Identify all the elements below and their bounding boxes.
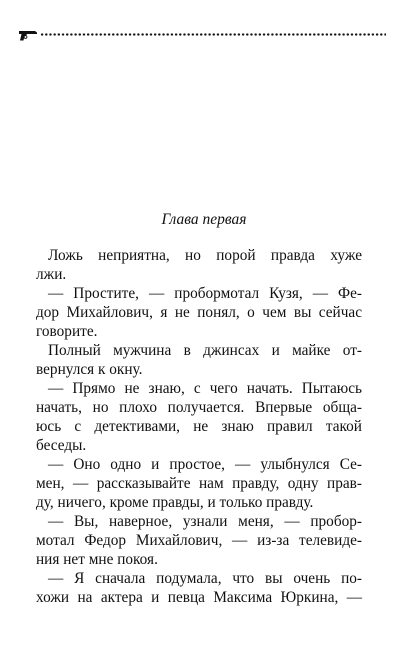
text-line: хожи на актера и певца Максима Юркина, — (36, 589, 362, 606)
text-line: мотал Федор Михайлович, — из-за телевиде- (36, 532, 362, 549)
text-line: ду, ничего, кроме правды, и только правду. (36, 494, 314, 511)
pistol-icon (18, 28, 38, 42)
text-line: Ложь неприятна, но порой правда хуже (48, 247, 362, 264)
text-line: дор Михайлович, я не понял, о чем вы сейчас (36, 304, 362, 321)
paragraph (36, 246, 362, 284)
header-rule (18, 26, 386, 42)
paragraph (36, 341, 362, 379)
text-line: — Прямо не знаю, с чего начать. Пытаюсь (48, 380, 362, 397)
text-line: начать, но плохо получается. Впервые обща- (36, 399, 362, 416)
paragraph (36, 455, 362, 512)
text-body (36, 246, 362, 607)
text-line: вернулся к окну. (36, 361, 143, 378)
text-line: ния нет мне покоя. (36, 551, 158, 568)
text-line: — Оно одно и простое, — улыбнулся Се- (48, 456, 362, 473)
text-line: мен, — рассказывайте нам правду, одну прав- (36, 475, 362, 492)
text-line: лжи. (36, 266, 67, 283)
text-line: — Я сначала подумала, что вы очень по- (48, 570, 362, 587)
text-line: юсь с детективами, не знаю правил такой (36, 418, 362, 435)
text-line: — Вы, наверное, узнали меня, — пробор- (48, 513, 362, 530)
text-line: Полный мужчина в джинсах и майке от- (48, 342, 362, 359)
text-line: беседы. (36, 437, 87, 454)
text-line: — Простите, — пробормотал Кузя, — Фе- (48, 285, 362, 302)
text-line: говорите. (36, 323, 98, 340)
paragraph (36, 284, 362, 341)
chapter-title: Глава первая (161, 211, 247, 228)
paragraph (36, 569, 362, 607)
paragraph (36, 379, 362, 455)
paragraph (36, 512, 362, 569)
dotted-divider (40, 33, 386, 36)
